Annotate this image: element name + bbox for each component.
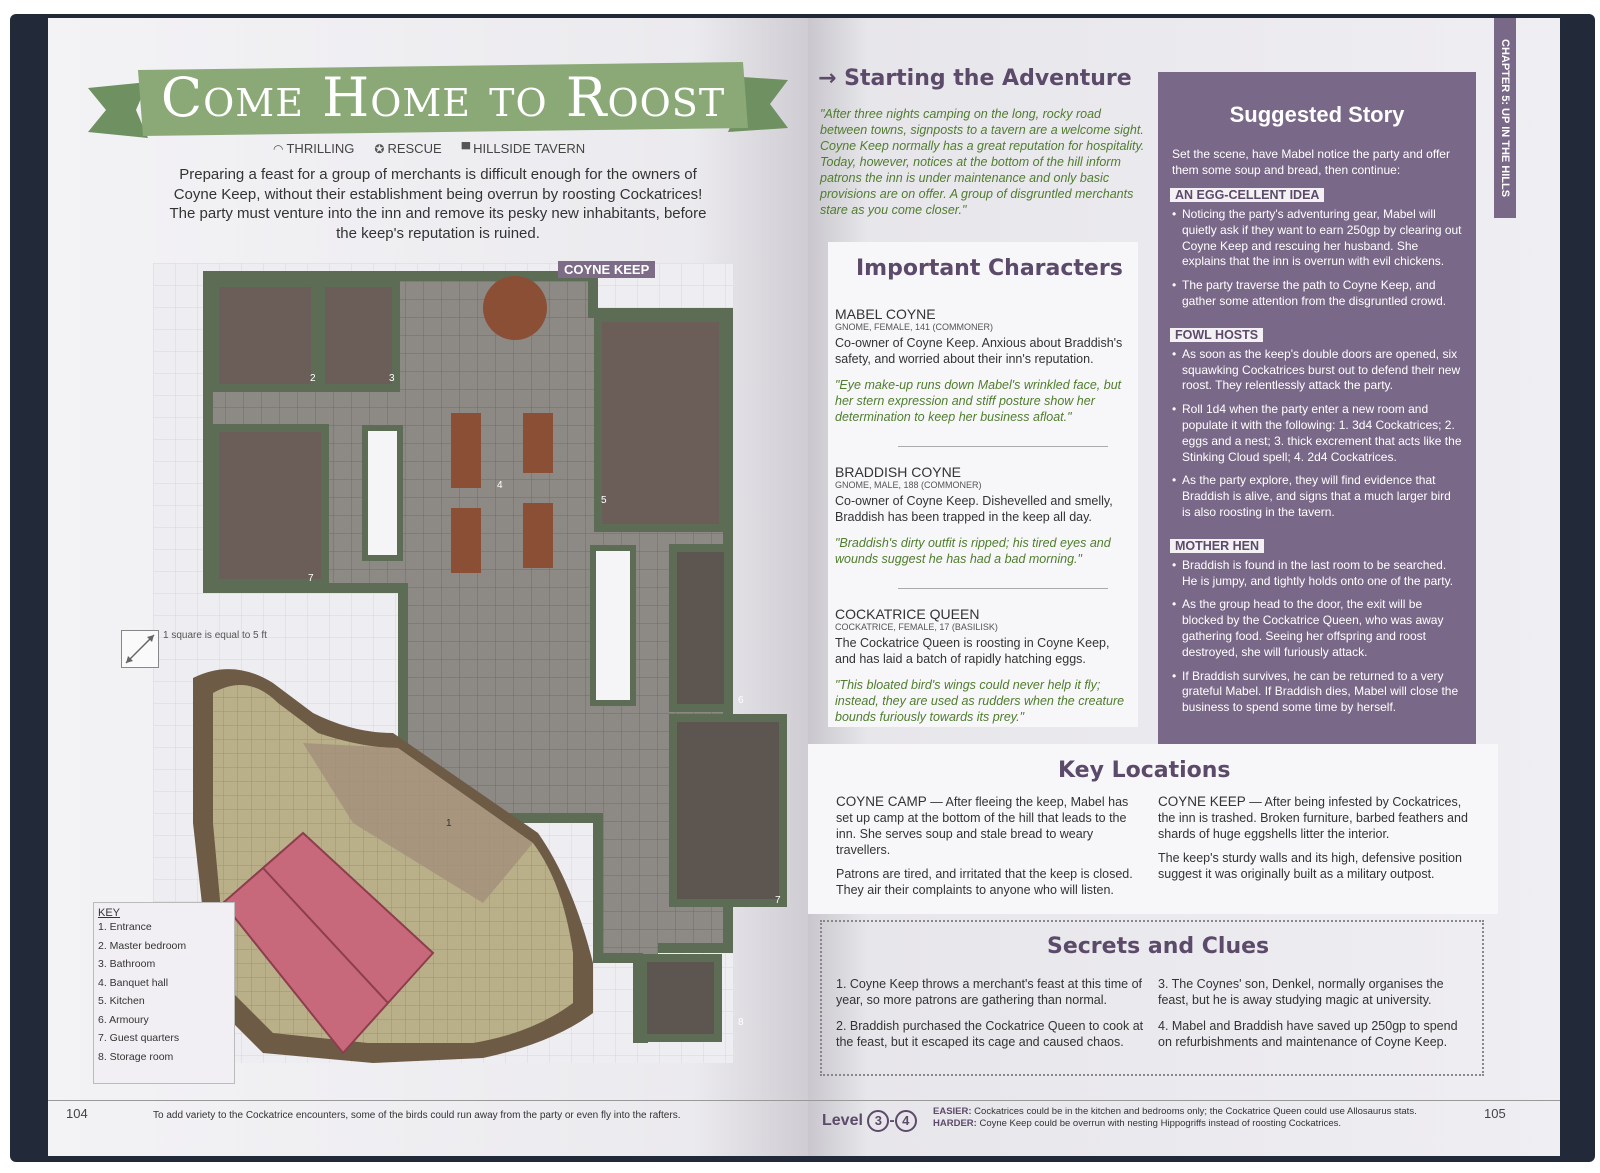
character-stats: GNOME, FEMALE, 141 (COMMONER) [835,322,994,332]
room-number: 7 [775,895,781,906]
room-number: 2 [310,373,316,384]
room-5 [598,318,723,528]
room-6 [673,548,728,708]
character-queen [835,606,1130,725]
room-3 [321,283,396,388]
mask-icon: ◠ [273,142,284,156]
room-number: 1 [446,818,452,829]
character-desc: The Cockatrice Queen is roosting in Coyne Keep, and has laid a batch of rapidly hatching eggs. [835,636,1110,666]
story-label: MOTHER HEN [1170,539,1264,553]
page-number: 104 [66,1106,88,1121]
story-label: FOWL HOSTS [1170,328,1263,342]
chapter-tab: CHAPTER 5: UP IN THE HILLS [1494,18,1516,218]
page-number: 105 [1484,1106,1506,1121]
location-text: The keep's sturdy walls and its high, defensive position suggest it was originally built as a military outpost. [1158,851,1462,881]
map-key [93,902,235,1084]
difficulty-notes: EASIER: Cockatrices could be in the kitchen and bedrooms only; the Cockatrice Queen could use Allosaurus stats. HARDER: Coyne Keep could be overrun with nesting Hippogriffs instead of roosting Cockatrices. [933,1106,1417,1129]
intro-text: Preparing a feast for a group of merchants is difficult enough for the owners of Coyne Keep, without their establishment being overrun by roosting Cockatrices! The party must venture into the inn and remove its pesky new inhabitants, before the keep's reputation is ruined. [169,166,707,242]
character-desc: Co-owner of Coyne Keep. Dishevelled and smelly, Braddish has been trapped in the keep all day. [835,494,1113,524]
level-max: 4 [895,1110,917,1132]
story-item: • If Braddish survives, he can be returned to a very grateful Mabel. If Braddish dies, Mabel will close the business to spend some time by herself. [1172,669,1462,716]
story-item: • As the party explore, they will find evidence that Braddish is alive, and signs that a much larger bird is also roosting in the tavern. [1172,473,1462,520]
character-name: BRADDISH COYNE [835,464,962,480]
story-item: • As the group head to the door, the exit will be blocked by the Cockatrice Queen, who was away gathering food. Seeing her offspring and roost destroyed, she will furiously attack. [1172,597,1462,660]
battle-map [153,263,781,1063]
level-min: 3 [867,1110,889,1132]
key-item: 2. Master bedroom [98,939,187,952]
arrow-icon: → [818,66,837,91]
room-number: 5 [601,495,607,506]
map-label: COYNE KEEP [558,261,655,278]
location-title: COYNE KEEP [1158,794,1246,809]
story-label: AN EGG-CELLENT IDEA [1170,188,1324,202]
footnote: To add variety to the Cockatrice encounters, some of the birds could run away from the party or even fly into the rafters. [153,1110,681,1121]
secret-item: 2. Braddish purchased the Cockatrice Queen to cook at the feast, but it escaped its cage and caused chaos. [836,1019,1144,1049]
story-intro: Set the scene, have Mabel notice the party and offer them some soup and bread, then continue: [1172,147,1450,177]
key-item: 6. Armoury [98,1013,149,1026]
room-number: 3 [389,373,395,384]
secrets-col-left [836,976,1144,1060]
lifebuoy-icon: ✪ [374,142,385,156]
story-item: • Noticing the party's adventuring gear, Mabel will quietly ask if they want to earn 250gp by clearing out Coyne Keep and rescuing her husband. She explains that the inn is overrun with evil chickens. [1172,207,1462,270]
starting-quote: "After three nights camping on the long, rocky road between towns, signposts to a tavern are a welcome sight. Coyne Keep normally has a great reputation for hospitality. Today, however, notices at the bottom of the hill inform patrons the inn is under maintenance and only basic provisions are on offer. A group of disgruntled merchants stare as you come closer." [820,107,1145,217]
secret-item: 1. Coyne Keep throws a merchant's feast at this time of year, so more patrons are gathering than normal. [836,977,1143,1007]
room-number: 8 [738,1017,744,1028]
story-item: • Braddish is found in the last room to be searched. He is jumpy, and tightly holds onto one of the party. [1172,558,1462,590]
characters-panel [828,242,1138,727]
tag-thrilling: ◠ THRILLING [273,141,355,156]
secrets-panel [820,920,1484,1076]
character-mabel [835,306,1130,425]
character-quote: "Braddish's dirty outfit is ripped; his tired eyes and wounds suggest he has had a bad morning." [835,536,1111,566]
location-coyne-keep: COYNE KEEP — After being infested by Cockatrices, the inn is trashed. Broken furniture, barbed feathers and shards of huge eggshells litter the interior. The keep's sturdy walls and its high, defensive position suggest it was originally built as a military outpost. [1158,794,1468,881]
character-quote: "This bloated bird's wings could never help it fly; instead, they are used as rudders when the creature bounds furiously towards its prey." [835,678,1125,724]
scale-note: 1 square is equal to 5 ft [163,630,267,641]
key-item: 5. Kitchen [98,995,145,1007]
divider [898,588,1108,589]
key-locations-heading: Key Locations [1058,758,1231,783]
secret-item: 3. The Coynes' son, Denkel, normally organises the feast, but he is away studying magic at university. [1158,977,1444,1007]
room-8 [643,958,718,1038]
location-text: Patrons are tired, and irritated that the keep is closed. They air their complaints to anyone who will listen. [836,867,1133,897]
suggested-story-panel [1158,72,1476,748]
room-7a [215,428,325,583]
room-number: 7 [308,573,314,584]
character-braddish [835,464,1130,567]
secret-item: 4. Mabel and Braddish have saved up 250gp to spend on refurbishments and maintenance of Coyne Keep. [1158,1019,1458,1049]
location-coyne-camp: COYNE CAMP — After fleeing the keep, Mabel has set up camp at the bottom of the hill that leads to the inn. She serves soup and stale bread to weary travellers. Patrons are tired, and irritated that the keep is closed. They air their complaints to anyone who will listen. [836,794,1146,906]
room-number: 6 [738,695,744,706]
key-item: 3. Bathroom [98,958,156,970]
right-page [808,18,1560,1156]
adventure-tags [273,141,585,156]
room-7b [673,718,783,903]
key-item: 8. Storage room [98,1050,174,1063]
character-name: COCKATRICE QUEEN [835,606,980,622]
page-title: Come Home to Roost [160,66,726,129]
tag-location: ▀ HILLSIDE TAVERN [461,141,586,156]
location-title: COYNE CAMP [836,794,927,809]
room-number: 4 [497,480,503,491]
key-locations-panel [808,744,1498,914]
characters-heading: Important Characters [856,256,1123,281]
character-quote: "Eye make-up runs down Mabel's wrinkled face, but her stern expression and stiff posture show her determination to keep her business afloat." [835,378,1122,424]
story-item: • The party traverse the path to Coyne Keep, and gather some attention from the disgruntled crowd. [1172,278,1462,310]
character-name: MABEL COYNE [835,306,936,322]
scale-icon [121,630,159,668]
character-desc: Co-owner of Coyne Keep. Anxious about Braddish's safety, and worried about their inn's reputation. [835,336,1123,366]
divider [898,446,1108,447]
tag-rescue: ✪ RESCUE [374,141,442,156]
key-item: 4. Banquet hall [98,976,169,989]
story-item: • As soon as the keep's double doors are opened, six squawking Cockatrices burst out to defend their new roost. They relentlessly attack the party. [1172,347,1462,394]
key-item: 7. Guest quarters [98,1032,180,1044]
footer-rule [808,1100,1560,1101]
starting-heading: → Starting the Adventure [818,66,1132,91]
title-banner [88,58,788,142]
room-2 [215,283,315,388]
level-badge: Level 3 - 4 [822,1110,917,1132]
left-page [48,18,808,1156]
secrets-heading: Secrets and Clues [1047,934,1270,959]
key-title: KEY [98,907,121,919]
character-stats: COCKATRICE, FEMALE, 17 (BASILISK) [835,622,998,632]
signpost-icon: ▀ [461,142,471,156]
story-item: • Roll 1d4 when the party enter a new room and populate it with the following: 1. 3d4 Cockatrices; 2. eggs and a nest; 3. thick excrement that acts like the Stinking Cloud spell; 4. 2d4 Cockatrices. [1172,402,1462,465]
character-stats: GNOME, MALE, 188 (COMMONER) [835,480,982,490]
secrets-col-right [1158,976,1466,1060]
story-heading: Suggested Story [1229,102,1405,127]
key-item: 1. Entrance [98,921,152,933]
